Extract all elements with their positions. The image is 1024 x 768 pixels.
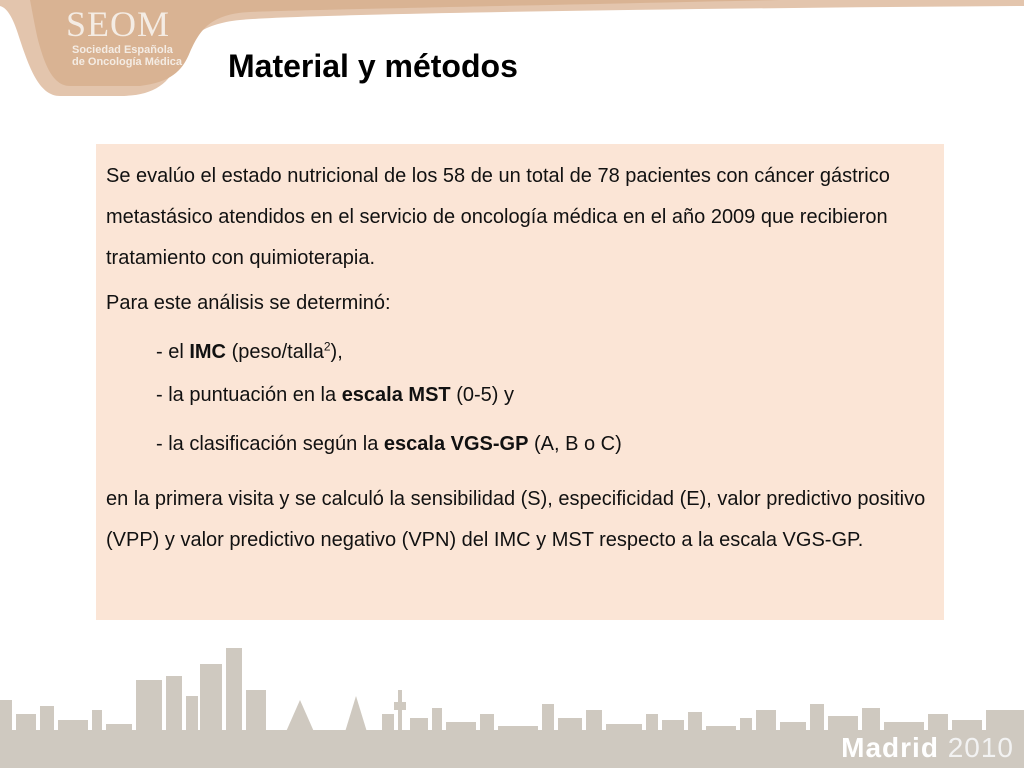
bullet-imc (106, 332, 934, 373)
intro-paragraph: Se evalúo el estado nutricional de los 58 de un total de 78 pacientes con cáncer gástrico metastásico atendidos en el servicio de oncología médica en el año 2009 que recibieron tratamiento con quimioterapia. (106, 165, 890, 269)
footer-year: 2010 (947, 732, 1014, 763)
bullet-vgs-bold: escala VGS-GP (383, 433, 529, 455)
bullet-vgs-suffix: (A, B o C) (528, 433, 622, 455)
content-box (96, 144, 944, 620)
bullet-mst-bold: escala MST (341, 384, 451, 406)
logo-name: SEOM (66, 4, 171, 44)
slide-title: Material y métodos (228, 48, 518, 84)
bullet-imc-prefix: - el (156, 341, 190, 363)
bullet-imc-bold: IMC (189, 341, 227, 363)
bullet-mst-prefix: - la puntuación en la (156, 384, 342, 406)
seom-logo (66, 6, 196, 76)
bullet-vgs-prefix: - la clasificación según la (156, 433, 384, 455)
bullet-mst-suffix: (0-5) y (450, 384, 514, 406)
bullet-imc-suffix: ), (330, 341, 343, 363)
logo-line1: Sociedad Española (72, 44, 173, 56)
madrid-2010-brand (841, 732, 1014, 764)
bullet-vgs (106, 424, 934, 465)
bullet-imc-sup: 2 (323, 339, 331, 354)
analysis-intro: Para este análisis se determinó: (106, 292, 391, 314)
logo-line2: de Oncología Médica (72, 56, 183, 68)
methods-paragraph: en la primera visita y se calculó la sensibilidad (S), especificidad (E), valor predictivo positivo (VPP) y valor predictivo negativo (VPN) del IMC y MST respecto a la escala VGS-GP. (106, 488, 926, 551)
bullet-imc-mid: (peso/talla (226, 341, 324, 363)
bullet-mst (106, 375, 934, 416)
footer-city: Madrid (841, 732, 939, 763)
